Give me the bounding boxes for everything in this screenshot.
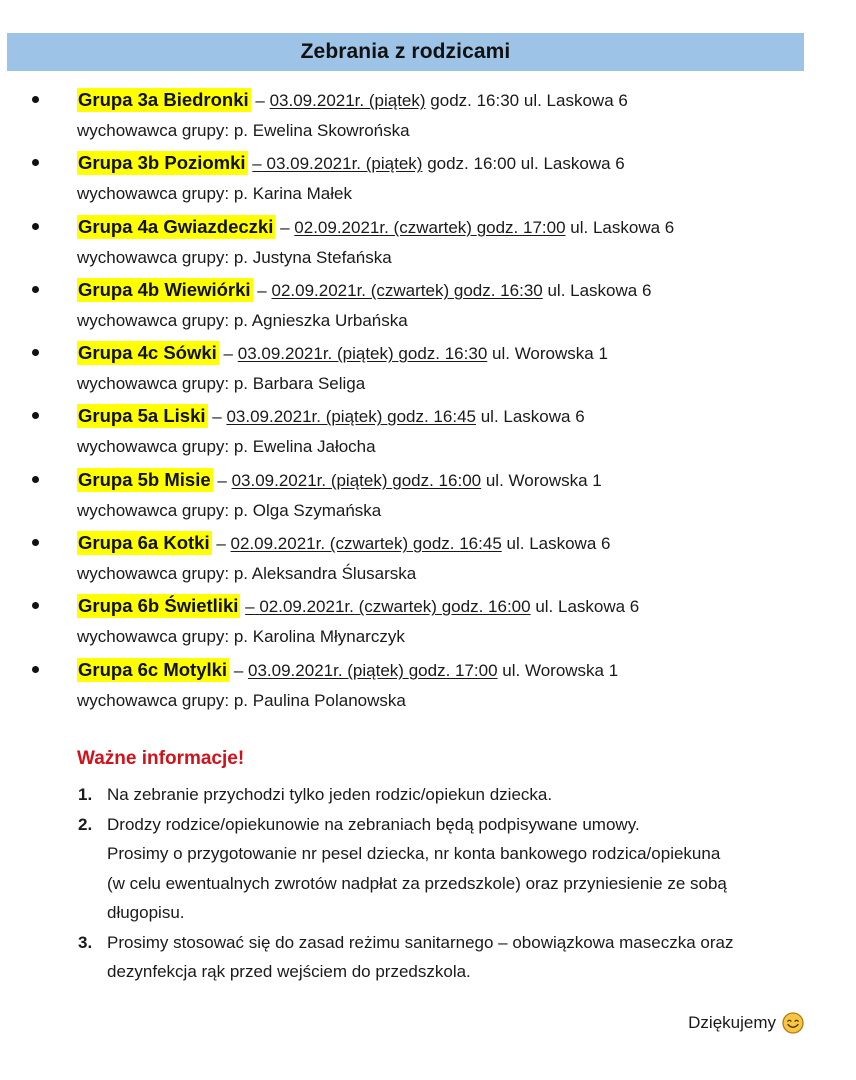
meeting-line xyxy=(77,149,625,178)
group-item xyxy=(0,213,856,276)
meeting-address: ul. Laskowa 6 xyxy=(570,217,675,237)
info-text: dezynfekcja rąk przed wejściem do przedszkola. xyxy=(107,962,471,981)
meeting-line xyxy=(77,402,585,431)
meeting-date: 03.09.2021r. (piątek) xyxy=(237,344,394,364)
meeting-date: 03.09.2021r. (piątek) xyxy=(226,407,383,427)
meeting-date: 03.09.2021r. (piątek) xyxy=(231,470,388,490)
dash: – xyxy=(233,660,244,680)
info-item xyxy=(0,928,817,987)
group-name: Grupa 5a Liski xyxy=(78,405,206,427)
bullet-icon xyxy=(32,602,39,609)
group-name: Grupa 6a Kotki xyxy=(78,532,210,554)
group-teacher: wychowawca grupy: p. Paulina Polanowska xyxy=(77,690,406,710)
meeting-date: 02.09.2021r. (czwartek) xyxy=(230,534,409,554)
info-text: Na zebranie przychodzi tylko jeden rodzic/opiekun dziecka. xyxy=(107,785,553,804)
meeting-time: godz. 17:00 xyxy=(408,660,498,680)
info-number: 1. xyxy=(78,785,93,804)
meeting-line xyxy=(77,529,610,558)
meeting-line xyxy=(77,466,602,495)
info-text: długopisu. xyxy=(107,903,185,922)
smiling-face-icon xyxy=(782,1012,804,1034)
meeting-address: ul. Laskowa 6 xyxy=(520,154,625,174)
group-item xyxy=(0,529,856,592)
group-teacher: wychowawca grupy: p. Ewelina Skowrońska xyxy=(77,121,410,140)
group-teacher: wychowawca grupy: p. Agnieszka Urbańska xyxy=(77,310,408,330)
meeting-time: godz. 16:00 xyxy=(441,597,531,617)
dash: – xyxy=(217,470,227,490)
info-text: Prosimy o przygotowanie nr pesel dziecka, nr konta bankowego rodzica/opiekuna xyxy=(107,844,721,863)
title-bar xyxy=(7,33,804,71)
meeting-time: godz. 16:00 xyxy=(427,154,517,174)
important-info-list xyxy=(0,780,856,987)
meeting-time: godz. 17:00 xyxy=(476,217,566,237)
bullet-icon xyxy=(32,412,39,419)
bullet-icon xyxy=(32,539,39,546)
meeting-address: ul. Laskowa 6 xyxy=(535,597,640,617)
group-item xyxy=(0,466,856,529)
dash: – xyxy=(216,534,226,554)
group-name: Grupa 3a Biedronki xyxy=(78,89,249,110)
meeting-time: godz. 16:45 xyxy=(412,534,502,554)
dash: – xyxy=(223,344,233,364)
thanks-footer xyxy=(688,1012,804,1034)
group-name: Grupa 3b Poziomki xyxy=(78,152,246,174)
thanks-text: Dziękujemy xyxy=(688,1013,776,1032)
meeting-date: 03.09.2021r. (piątek) xyxy=(269,91,426,110)
meeting-address: ul. Worowska 1 xyxy=(502,660,619,680)
dash: – xyxy=(255,91,265,110)
meeting-line xyxy=(77,276,651,305)
info-number: 2. xyxy=(78,814,93,834)
meeting-address: ul. Laskowa 6 xyxy=(506,534,611,554)
meeting-address: ul. Worowska 1 xyxy=(485,470,602,490)
group-item xyxy=(0,402,856,465)
group-teacher: wychowawca grupy: p. Aleksandra Ślusarska xyxy=(77,564,417,584)
groups-list xyxy=(0,86,856,719)
bullet-icon xyxy=(32,349,39,356)
dash: – xyxy=(212,407,222,427)
meeting-date: 03.09.2021r. (piątek) xyxy=(266,154,423,174)
meeting-time: godz. 16:30 xyxy=(398,344,488,364)
group-item xyxy=(0,86,856,149)
meeting-date: 02.09.2021r. (czwartek) xyxy=(294,217,472,237)
meeting-time: godz. 16:30 xyxy=(453,280,543,300)
page-title: Zebrania z rodzicami xyxy=(300,40,511,63)
meeting-address: ul. Laskowa 6 xyxy=(480,407,585,427)
info-item xyxy=(0,810,817,928)
info-item xyxy=(0,780,817,810)
group-item xyxy=(0,592,856,655)
dash: – xyxy=(280,217,290,237)
group-item xyxy=(0,339,856,402)
dash: – xyxy=(252,154,262,174)
bullet-icon xyxy=(32,476,39,483)
info-text: Prosimy stosować się do zasad reżimu sanitarnego – obowiązkowa maseczka oraz xyxy=(107,932,734,952)
meeting-time: godz. 16:00 xyxy=(392,470,482,490)
meeting-time: godz. 16:45 xyxy=(387,407,476,427)
bullet-icon xyxy=(32,286,39,293)
meeting-line xyxy=(77,592,639,621)
group-item xyxy=(0,276,856,339)
bullet-icon xyxy=(32,96,39,103)
group-name: Grupa 5b Misie xyxy=(78,468,211,490)
group-name: Grupa 4a Gwiazdeczki xyxy=(78,215,274,237)
meeting-address: ul. Laskowa 6 xyxy=(523,91,628,110)
bullet-icon xyxy=(32,223,39,230)
meeting-date: 02.09.2021r. (czwartek) xyxy=(259,597,437,617)
group-item xyxy=(0,149,856,212)
meeting-time: godz. 16:30 xyxy=(430,91,520,110)
meeting-date: 03.09.2021r. (piątek) xyxy=(248,660,404,680)
info-text: Drodzy rodzice/opiekunowie na zebraniach będą podpisywane umowy. xyxy=(107,814,640,834)
meeting-address: ul. Worowska 1 xyxy=(492,344,608,364)
group-name: Grupa 6c Motylki xyxy=(78,658,228,680)
group-teacher: wychowawca grupy: p. Ewelina Jałocha xyxy=(77,437,376,457)
group-teacher: wychowawca grupy: p. Barbara Seliga xyxy=(77,374,366,394)
bullet-icon xyxy=(32,666,39,673)
important-info-heading: Ważne informacje! xyxy=(77,748,245,769)
dash: – xyxy=(257,280,267,300)
meeting-address: ul. Laskowa 6 xyxy=(547,280,652,300)
group-name: Grupa 4b Wiewiórki xyxy=(78,278,251,300)
group-name: Grupa 6b Świetliki xyxy=(78,595,239,617)
group-name: Grupa 4c Sówki xyxy=(78,342,217,364)
meeting-date: 02.09.2021r. (czwartek) xyxy=(271,280,450,300)
info-number: 3. xyxy=(78,932,93,952)
group-item xyxy=(0,656,856,719)
meeting-line xyxy=(77,86,628,115)
group-teacher: wychowawca grupy: p. Olga Szymańska xyxy=(77,500,382,520)
bullet-icon xyxy=(32,159,39,166)
meeting-line xyxy=(77,656,618,685)
info-text: (w celu ewentualnych zwrotów nadpłat za przedszkole) oraz przyniesienie ze sobą xyxy=(107,873,727,893)
group-teacher: wychowawca grupy: p. Karina Małek xyxy=(77,184,352,204)
group-teacher: wychowawca grupy: p. Karolina Młynarczyk xyxy=(77,627,405,647)
meeting-line xyxy=(77,213,674,242)
group-teacher: wychowawca grupy: p. Justyna Stefańska xyxy=(77,247,392,267)
dash: – xyxy=(245,597,255,617)
meeting-line xyxy=(77,339,608,368)
